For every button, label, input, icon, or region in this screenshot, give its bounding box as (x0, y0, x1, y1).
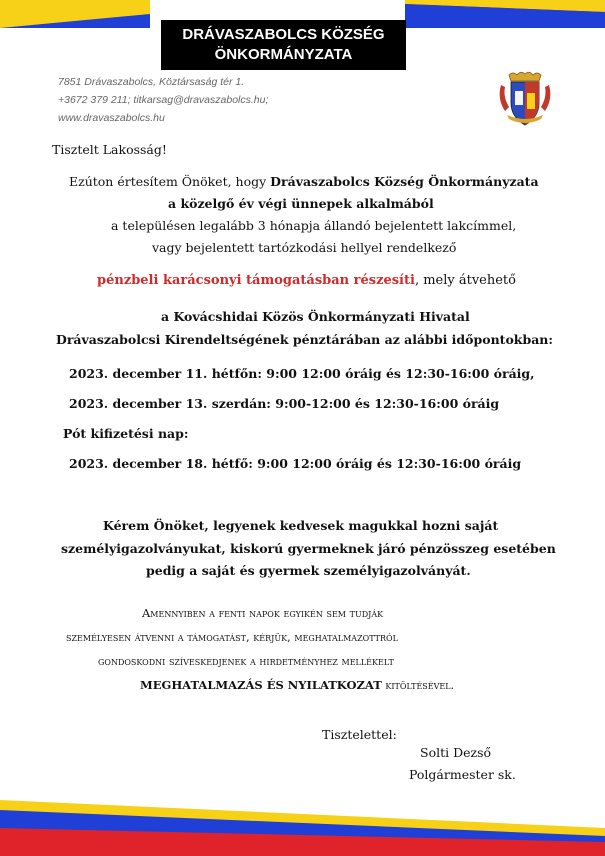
extra-payment-label: Pót kifizetési nap: (63, 426, 189, 441)
paragraph2-line (97, 273, 516, 288)
paragraph5-line2: személyesen átvenni a támogatást, kérjük, meghatalmazottról (66, 630, 398, 644)
paragraph1-intro: Ezúton értesítem Önöket, hogy (69, 174, 271, 189)
contact-block (58, 73, 268, 127)
contact-address: 7851 Drávaszabolcs, Köztársaság tér 1. (58, 76, 245, 88)
header-title-line2: ÖNKORMÁNYZATA (214, 46, 353, 63)
paragraph3-line1: a Kovácshidai Közös Önkormányzati Hivatal (161, 309, 470, 324)
paragraph1-line3: a településen legalább 3 hónapja állandó bejelentett lakcímmel, (111, 218, 517, 233)
date-line-2: 2023. december 13. szerdán: 9:00-12:00 és 12:30-16:00 óráig (69, 396, 500, 411)
paragraph1-municipality: Drávaszabolcs Község Önkormányzata (270, 174, 539, 189)
paragraph5-line1: Amennyiben a fenti napok egyikén sem tudják (142, 606, 384, 620)
date-line-1: 2023. december 11. hétfőn: 9:00 12:00 óráig és 12:30-16:00 óráig, (69, 366, 535, 381)
paragraph5-line4 (140, 678, 454, 692)
header-title-line1: DRÁVASZABOLCS KÖZSÉG (182, 26, 385, 43)
paragraph1-line1 (69, 174, 539, 189)
header-title-box (161, 20, 406, 70)
paragraph4-line3: pedig a saját és gyermek személyigazolványát. (146, 563, 471, 578)
signer-name: Solti Dezső (420, 745, 492, 760)
coat-of-arms-icon (497, 69, 553, 129)
paragraph3-line2: Drávaszabolcsi Kirendeltségének pénztárában az alábbi időpontokban: (56, 332, 553, 347)
paragraph1-line4: vagy bejelentett tartózkodási hellyel rendelkező (152, 240, 457, 255)
authorization-form-name: MEGHATALMAZÁS ÉS NYILATKOZAT (140, 678, 382, 692)
signer-title: Polgármester sk. (409, 767, 516, 782)
salutation: Tisztelt Lakosság! (52, 142, 167, 157)
top-right-flag-corner (405, 0, 605, 28)
support-highlight: pénzbeli karácsonyi támogatásban részesíti (97, 273, 415, 288)
paragraph4-line1: Kérem Önöket, legyenek kedvesek magukkal hozni saját (103, 518, 499, 533)
paragraph4-line2: személyigazolványukat, kiskorú gyermeknek járó pénzösszeg esetében (61, 541, 556, 556)
contact-phone-email: +3672 379 211; titkarsag@dravaszabolcs.hu; (58, 94, 269, 106)
paragraph1-line2: a közelgő év végi ünnepek alkalmából (168, 196, 434, 211)
top-left-flag-corner (0, 0, 150, 28)
paragraph5-line3: gondoskodni szíveskedjenek a hirdetményhez mellékelt (98, 654, 394, 668)
date-line-3: 2023. december 18. hétfő: 9:00 12:00 óráig és 12:30-16:00 óráig (69, 456, 522, 471)
contact-website: www.dravaszabolcs.hu (58, 112, 165, 124)
bottom-flag-band (0, 800, 605, 856)
closing: Tisztelettel: (322, 727, 397, 742)
paragraph2-rest: , mely átvehető (414, 273, 516, 288)
paragraph5-tail: kitöltésével. (381, 678, 455, 692)
